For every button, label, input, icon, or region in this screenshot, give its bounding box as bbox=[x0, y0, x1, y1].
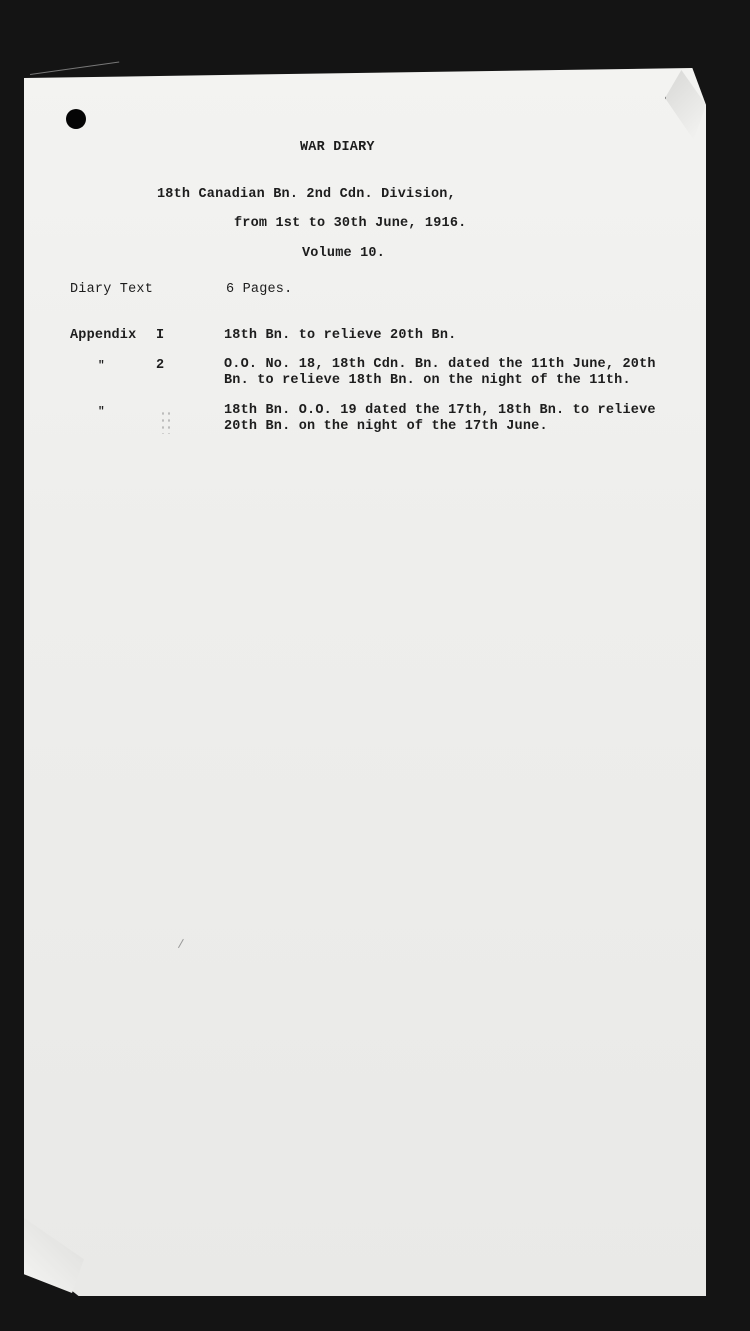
appendix-description-line: Bn. to relieve 18th Bn. on the night of the 11th. bbox=[224, 373, 631, 388]
ditto-mark: " bbox=[98, 406, 105, 418]
appendix-description bbox=[224, 357, 656, 389]
appendix-number: I bbox=[156, 328, 165, 343]
diary-text-value: 6 Pages. bbox=[226, 282, 293, 297]
ditto-mark: " bbox=[98, 360, 105, 372]
volume-line: Volume 10. bbox=[302, 246, 386, 261]
unit-line: 18th Canadian Bn. 2nd Cdn. Division, bbox=[157, 187, 456, 202]
date-range: from 1st to 30th June, 1916. bbox=[234, 216, 467, 231]
appendix-description bbox=[224, 403, 656, 435]
document-title: WAR DIARY bbox=[300, 140, 375, 155]
appendix-number: 2 bbox=[156, 358, 165, 373]
appendix-description-line: 20th Bn. on the night of the 17th June. bbox=[224, 419, 548, 434]
appendix-description-line: 18th Bn. O.O. 19 dated the 17th, 18th Bn. to relieve bbox=[224, 403, 656, 418]
appendix-description-line: O.O. No. 18, 18th Cdn. Bn. dated the 11th June, 20th bbox=[224, 357, 656, 372]
diary-text-label: Diary Text bbox=[70, 282, 154, 297]
appendix-label: Appendix bbox=[70, 328, 137, 343]
appendix-description-line: 18th Bn. to relieve 20th Bn. bbox=[224, 328, 457, 343]
punch-hole bbox=[66, 109, 86, 129]
paper-specks bbox=[160, 410, 172, 434]
appendix-description bbox=[224, 328, 456, 344]
